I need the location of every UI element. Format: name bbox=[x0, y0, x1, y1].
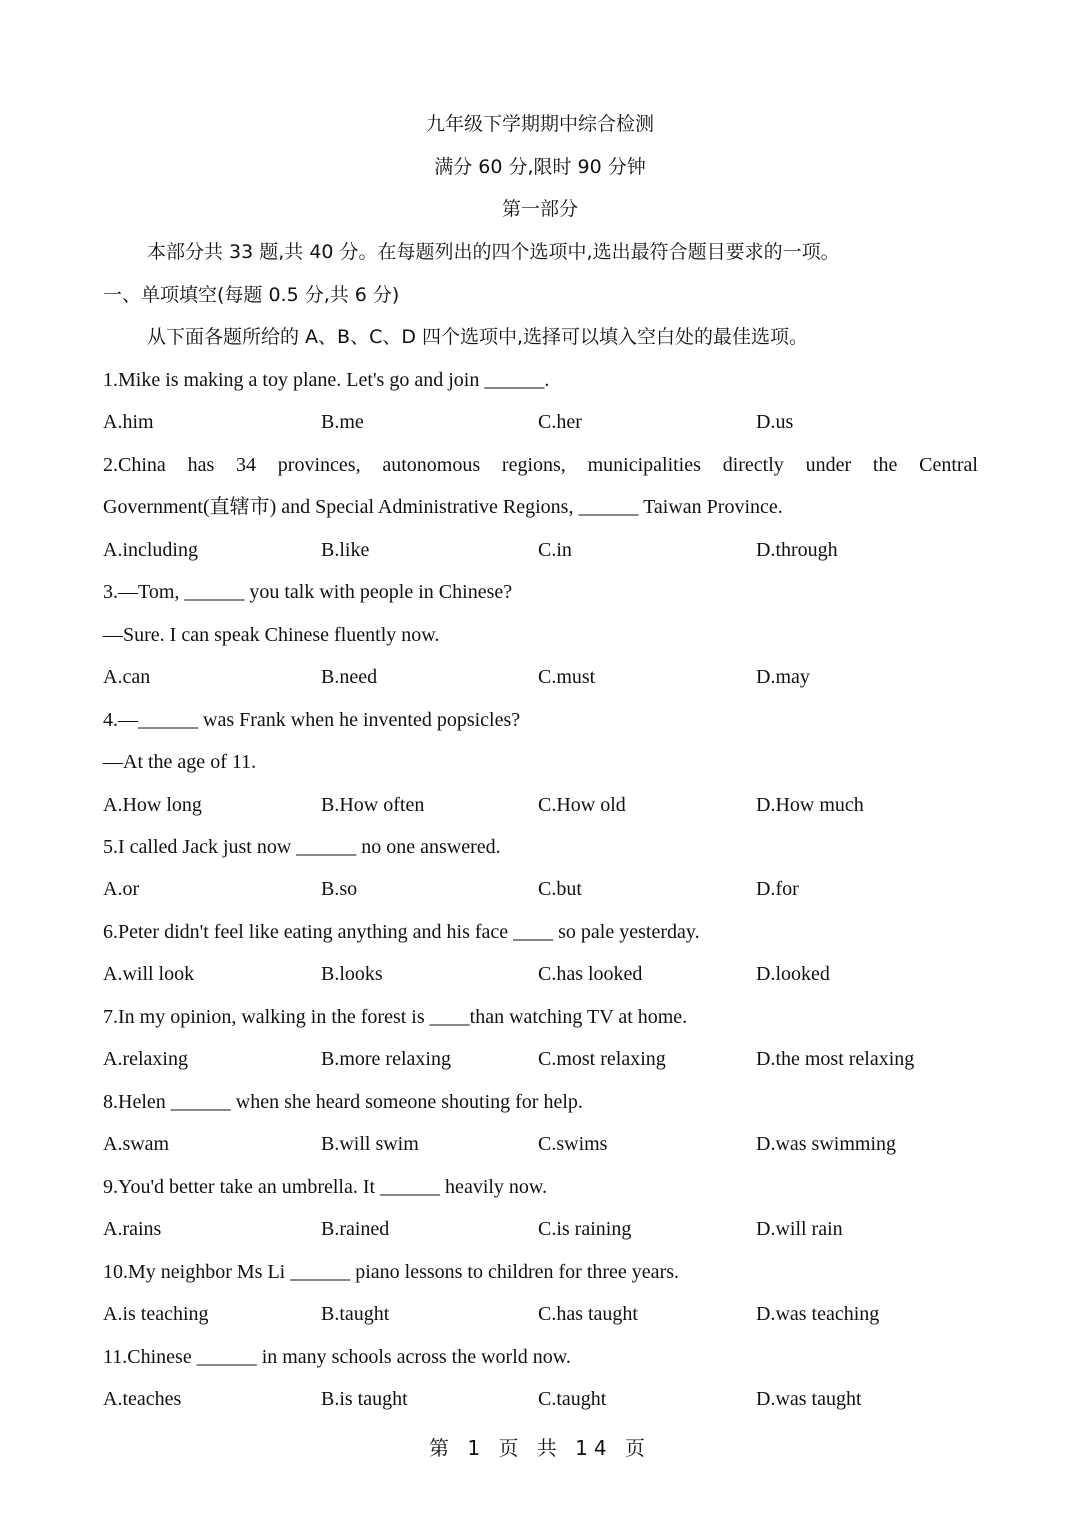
question-10-option-c[interactable]: C.has taught bbox=[538, 1303, 638, 1325]
question-10-stem: 10.My neighbor Ms Li ______ piano lessons to children for three years. bbox=[103, 1261, 680, 1283]
question-8-stem: 8.Helen ______ when she heard someone shouting for help. bbox=[103, 1091, 583, 1113]
question-4-stem: 4.—______ was Frank when he invented popsicles? bbox=[103, 709, 521, 731]
question-4-option-c[interactable]: C.How old bbox=[538, 794, 626, 816]
question-3-option-a[interactable]: A.can bbox=[103, 666, 151, 688]
question-4-answer-line: —At the age of 11. bbox=[103, 751, 257, 773]
page-number-footer: 第 1 页 共 14 页 bbox=[429, 1436, 651, 1460]
question-3-stem: 3.—Tom, ______ you talk with people in Chinese? bbox=[103, 581, 513, 603]
question-10-option-d[interactable]: D.was teaching bbox=[756, 1303, 880, 1325]
question-11-option-a[interactable]: A.teaches bbox=[103, 1388, 182, 1410]
question-6-option-b[interactable]: B.looks bbox=[321, 963, 383, 985]
question-1-option-a[interactable]: A.him bbox=[103, 411, 154, 433]
question-1-option-d[interactable]: D.us bbox=[756, 411, 794, 433]
question-7-option-d[interactable]: D.the most relaxing bbox=[756, 1048, 915, 1070]
question-11-option-c[interactable]: C.taught bbox=[538, 1388, 607, 1410]
question-6-option-d[interactable]: D.looked bbox=[756, 963, 830, 985]
question-7-option-a[interactable]: A.relaxing bbox=[103, 1048, 188, 1070]
section-title: 一、单项填空(每题 0.5 分,共 6 分) bbox=[103, 284, 400, 306]
question-5-option-d[interactable]: D.for bbox=[756, 878, 799, 900]
question-5-stem: 5.I called Jack just now ______ no one answered. bbox=[103, 836, 501, 858]
question-2-option-b[interactable]: B.like bbox=[321, 539, 370, 561]
part-heading: 第一部分 bbox=[501, 198, 578, 220]
question-2-option-a[interactable]: A.including bbox=[103, 539, 198, 561]
question-7-option-b[interactable]: B.more relaxing bbox=[321, 1048, 451, 1070]
question-4-option-b[interactable]: B.How often bbox=[321, 794, 425, 816]
question-2-option-c[interactable]: C.in bbox=[538, 539, 572, 561]
question-3-option-b[interactable]: B.need bbox=[321, 666, 378, 688]
question-8-option-a[interactable]: A.swam bbox=[103, 1133, 170, 1155]
question-5-option-a[interactable]: A.or bbox=[103, 878, 140, 900]
question-7-option-c[interactable]: C.most relaxing bbox=[538, 1048, 666, 1070]
question-8-option-b[interactable]: B.will swim bbox=[321, 1133, 419, 1155]
question-11-option-b[interactable]: B.is taught bbox=[321, 1388, 408, 1410]
question-1-option-b[interactable]: B.me bbox=[321, 411, 364, 433]
question-2-option-d[interactable]: D.through bbox=[756, 539, 838, 561]
part-intro: 本部分共 33 题,共 40 分。在每题列出的四个选项中,选出最符合题目要求的一项。 bbox=[147, 241, 840, 263]
question-9-option-a[interactable]: A.rains bbox=[103, 1218, 162, 1240]
question-1-stem: 1.Mike is making a toy plane. Let's go and join ______. bbox=[103, 369, 550, 391]
question-4-option-a[interactable]: A.How long bbox=[103, 794, 202, 816]
question-6-option-c[interactable]: C.has looked bbox=[538, 963, 643, 985]
question-6-option-a[interactable]: A.will look bbox=[103, 963, 195, 985]
question-11-stem: 11.Chinese ______ in many schools across the world now. bbox=[103, 1346, 571, 1368]
section-intro: 从下面各题所给的 A、B、C、D 四个选项中,选择可以填入空白处的最佳选项。 bbox=[147, 326, 809, 348]
question-5-option-b[interactable]: B.so bbox=[321, 878, 358, 900]
question-7-stem: 7.In my opinion, walking in the forest is ____than watching TV at home. bbox=[103, 1006, 688, 1028]
question-10-option-b[interactable]: B.taught bbox=[321, 1303, 390, 1325]
question-5-option-c[interactable]: C.but bbox=[538, 878, 582, 900]
question-2-stem-line-1: 2.China has 34 provinces, autonomous regions, municipalities directly under the Central bbox=[103, 454, 978, 476]
question-3-option-c[interactable]: C.must bbox=[538, 666, 596, 688]
question-9-option-d[interactable]: D.will rain bbox=[756, 1218, 843, 1240]
question-8-option-d[interactable]: D.was swimming bbox=[756, 1133, 896, 1155]
question-9-stem: 9.You'd better take an umbrella. It ______ heavily now. bbox=[103, 1176, 548, 1198]
exam-title: 九年级下学期期中综合检测 bbox=[425, 113, 654, 135]
question-3-answer-line: —Sure. I can speak Chinese fluently now. bbox=[103, 624, 440, 646]
question-8-option-c[interactable]: C.swims bbox=[538, 1133, 608, 1155]
question-4-option-d[interactable]: D.How much bbox=[756, 794, 864, 816]
question-3-option-d[interactable]: D.may bbox=[756, 666, 810, 688]
question-6-stem: 6.Peter didn't feel like eating anything and his face ____ so pale yesterday. bbox=[103, 921, 700, 943]
question-9-option-b[interactable]: B.rained bbox=[321, 1218, 390, 1240]
question-2-stem-line-2: Government(直辖市) and Special Administrative Regions, ______ Taiwan Province. bbox=[103, 496, 783, 518]
question-9-option-c[interactable]: C.is raining bbox=[538, 1218, 632, 1240]
question-10-option-a[interactable]: A.is teaching bbox=[103, 1303, 209, 1325]
exam-subtitle: 满分 60 分,限时 90 分钟 bbox=[434, 156, 646, 178]
question-1-option-c[interactable]: C.her bbox=[538, 411, 582, 433]
question-11-option-d[interactable]: D.was taught bbox=[756, 1388, 862, 1410]
